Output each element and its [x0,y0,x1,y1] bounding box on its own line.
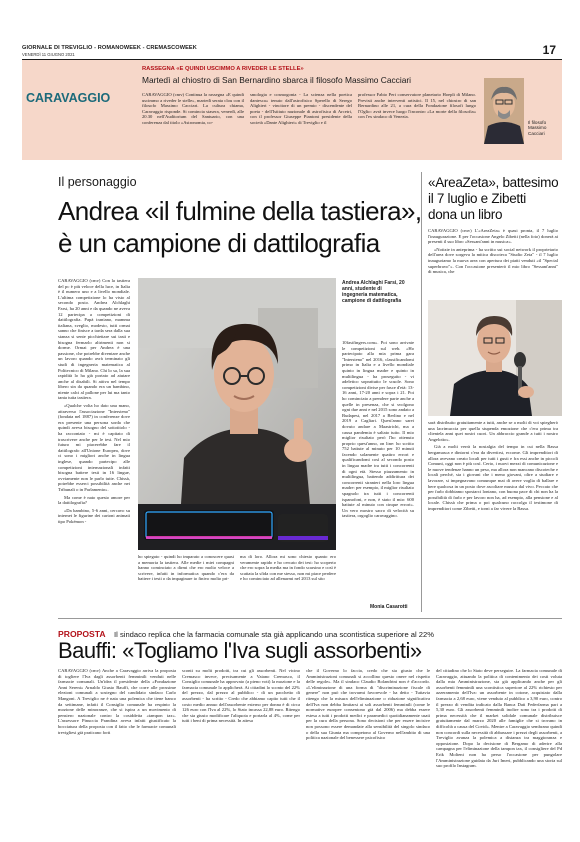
andrea-photo-caption: Andrea Alchlaghi Farsi, 20 anni, studente di ingegneria matematica, campione di dattilografia [342,280,405,304]
cacciari-caption-line: Il filosofo [528,120,547,125]
main-col-1-para: CARAVAGGIO (cmv) Con la tastiera del pc è più veloce della luce, in Italia è il numero uno e a livello mondiale. L'ultima competizione lo ha visto al secondo posto. Andrea Alchlaghi Farsi, ha 20 anni e da quando ne aveva 12 partecipa a competizioni di dattilografia. Papà iraniano, mamma italiana, sveglio, modesto, tutti ormai sanno che finisce a tarda sera dalla sua stanza si sente picchiettare sui tasti e bisogna fermarlo altrimenti non si dorme. Ormai per Andrea è una passione, che potrebbe diventare anche un lavoro quando avrà terminato gli studi di ingegneria matematica al Politecnico di Milano. Chi lo sa, la sua rapidità lo ha già portato ad aiutare anche al disabili. Si attiva nel tempo libero sin da quando era un bambino, niente calci al pallone per lui ma tanto tanta tutta tastiera. [58,278,130,401]
page-number: 17 [542,43,556,57]
proposta-col-1: CARAVAGGIO (cmv) Anche a Caravaggio arriva la proposta di togliere l'Iva dagli assorbenti femminili venduti nelle farmacie comunali. Un'idea il presidente della «Fondazione Anni Sereni» Arnaldo Giusto Bauffi, che corre alle prossime elezioni comunali a sostegno del candidato sindaco Carlo Mangoni. A Treviglio ne è nata una polemica che tiene banco da settimane, infatti il Consiglio comunale ha respinto la mozione delle minoranze, che si ispira a un movimento di pensiero nazionale contro la cosiddetta «tampon tax». L'assessore Pinuccia Prandina aveva infatti giustificato la bocciatura della proposta con il fatto che le farmacie comunali trevigliesi già praticano forti [58,668,176,735]
main-col-1-para: «Qualche volta ho dato una mano, attraverso l'associazione "Intersteno" (fondata nel 1887) in conferenze dove era presente una persona sorda che quindi aveva bisogno del sottotitolo - ha raccontato - mi è capitato di trascrivere anche per le tesi. Nel mio futuro mi piacerebbe fare il dattilografo all'Unione Europea, dove ci sono i migliori anche in lingua inglese, quando partecipo alle competizioni internazionali infatti bisogna battere testi in 16 lingue, ovviamente non le parlo tutte. Chissà, potrebbe esserci possibilità anche nei Tribunali o in Parlamento». [58,403,130,492]
sidebar-headline-line: «AreaZeta», battesimo [428,175,559,190]
main-col-3-bottom: ma di loro. Allora mi sono chiesto quanto ero veramente rapido e ho cercato dei test: ho scoperto che ero sopra la media ma in fondo scarsino e così è scattata la sfida con me stesso, non mi piace perdere e ho cominciato ad allenarmi nel 2013 sul sito [240,554,336,582]
main-headline-line-1: Andrea «il fulmine della tastiera», [58,196,422,226]
cacciari-caption-line: Cacciari [528,130,545,136]
cacciari-caption-line: Massimo [528,125,547,131]
cacciari-photo [484,78,524,144]
rassegna-kicker: RASSEGNA «E QUINDI USCIMMO A RIVEDER LE STELLE» [142,66,304,72]
sidebar-col-bottom [428,420,558,612]
sidebar-para: CARAVAGGIO (cmv) L'«AreaZeta» è quasi pronta, il 7 luglio l'inaugurazione. E per l'occasione Angelo Zibetti (nella foto) donerà ai presenti il suo libro «Sessant'anni in musica». [428,228,558,245]
proposta-kicker: PROPOSTA [58,629,106,639]
proposta-headline: Bauffi: «Togliamo l'Iva sugli assorbenti» [58,638,422,663]
andrea-photo [138,278,336,550]
sidebar-headline [428,175,568,223]
main-col-4: 10fastfingers.com». Poi sono arrivate le competizioni sul web. «Ho partecipato alla mia prima gara "Intersteno" nel 2016, classificandomi primo in Italia e a livello mondiale quinto in lingua madre e quinto in multilingua - ha proseguito - vi adeletico soprattutto le scuole. Sono competizioni divise per fasce d'età: 13-16 anni, 17-20 anni e sopra i 21. Poi ho cominciato a prendere parte anche a quelle in presenza, che si svolgono ogni due anni e nel 2015 sono andato a Budapest, nel 2017 a Berlino e nel 2019 a Cagliari. Quest'anno sarei dovuto andare a Maastricht, ma a causa pandemia è saltato tutto. Il mio miglior risultato però l'ho ottenuto proprio quest'anno, on line: ho scritto 752 battute al minuto per 10 minuti facendo solamente quattro errori e qualificandomi così al secondo posto in lingua madre tra tutti i concorrenti di ogni età. Stesso piazzamento in multilingua, battendo addirittura dei concorrenti stranieri nella loro lingua madre: per esempio, il miglior risultato spagnolo tra tutti i concorrenti ispanofoni, e non, è stato il mio: 600 battute al minuto con cinque errori». Un vero mostro sacro di velocità su tastiera, orgoglio caravaggino. [342,340,414,519]
rassegna-col-3: professor Fabio Peri conservatore planetario Hoepli di Milano. Previsti anche interventi artistici. Il 15, nel chiostro di san Bernardino alle 21, a cura della Fondazione filosofi lungo l'Oglio: avrà invece luogo l'incontro «La morte della filosofia» con l'ex sindaco di Venezia. [358,92,476,120]
main-author: Monia Casarotti [370,604,408,610]
sidebar-para: «Notizie in anteprima - ha scritto sui social network il proprietario dell'area dove sorgeva la mitica discoteca "Studio Zeta" - il 7 luglio inauguriamo la nuova area con apertura dei piatti venduti «il "Special superbravo"». Con l'occasione presenterò il mio libro "Sessant'anni" di musica, che [428,246,558,275]
main-col-1 [58,278,130,634]
column-separator [421,172,422,612]
sidebar-para: Già a molti verrà la nostalgia del tempo in cui nella Bassa bergamasca e dintorni c'era da divertirsi, eccome. Gli imprenditori di allora avevano creato locali per tutti i gusti e fra essi anche in piccoli Comuni, oggi non è più così. Certo, i nuovi mezzi di comunicazione e le nuove tendenze hanno un peso, ma allora non mancano discoteche e locali perché, sia i giovani che i meno giovani, oltre a studiare e lavorare, si impegnavano comunque mai di avere voglia di ballare e bere qualcosa in un posto dove ascoltare musica dal vivo. Peccato che per farlo dobbiamo spostarci lontano, con buona pace di chi non ha la possibilità di farlo e per lavoro non ha, ad esempio, alla pensione e al locale. Chissà che prima o poi qualcuno raccolga il testimone di imprenditori come Zibetti, e torni a far vivere la Bassa. [428,444,558,511]
main-col-1-para: Ma come è nato questo amore per la dattilografia? [58,494,130,506]
sidebar-col-top [428,228,558,298]
sidebar-headline-line: dona un libro [428,207,503,222]
main-headline-line-2: è un campione di dattilografia [58,228,380,258]
rassegna-col-2: smologia e cosmogonia - La scienza nella poetica dantesca» tenuto dall'astrofisico Sperello di Serego Alighieri - vincitore di un premio - discendente del poeta - dell'Istituto nazionale di astrofisica di Arcetri, con il professor Giuseppe Piantoni presidente della società «Dante Alighieri» di Treviglio e il [250,92,352,125]
zibetti-photo [428,300,562,416]
rassegna-col-1: CARAVAGGIO (cmv) Continua la rassegna «E quindi uscimmo a riveder le stelle», martedì serata clou con il filosofo Massimo Cacciari. La cultura chiama, Caravaggio risponde. Si comincia stasera, venerdì, alle 20.30 nell'Auditorium del Santuario, con una conferenza dal titolo «Astronomia, co- [142,92,244,125]
main-col-1-para: «Da bambino, 5-6 anni, cercavo su internet le figurine dei cartoni animati tipo Pokémon - [58,507,130,524]
cacciari-caption [528,120,546,136]
proposta-col-4: del cittadino che lo Stato deve perseguire. La farmacia comunale di Caravaggio, attuando la politica di contenimento dei costi voluta dalla mia Amministrazione, sta già applicando anche per gli assorbenti femminili una scontistica superiore al 22% richiesto per azzeramento dell'Iva: un assorbente in cotone, acquistato dalla farmacia a 2,68 euro, viene venduto al pubblico a 3,90 euro, contro il prezzo di vendita indicato dalla Banca Dati Federfarma pari a 5,30 euro. Gli assorbenti femminili inoltre sono tra i prodotti di prima necessità che il market solidale comunale distribuisce gratuitamente dal marzo 2020 alle famiglie che si trovano in difficoltà a causa del Covid». Mentre a Caravaggio sembrano quindi non concordi sulla necessità di abbassare i prezzi degli assorbenti, a Treviglio avanza la polemica a distanza tra maggioranza e opposizione. Dopo la decisione di Bergamo di aderire alla campagna per l'eliminazione della tampon tax, il consigliere del Pd Erik Molteni non ha perso l'occasione per pungolare l'Amministrazione guidata da Juri Imeri, pubblicando una storia sul suo profilo Instagram. [436,668,562,769]
proposta-rule [58,618,562,619]
proposta-col-3: che il Governo lo faccia, credo che sia giusto che le Amministrazioni comunali si accollino questo onere nel rispetto delle regole». Ma il sindaco Claudio Bolandrini non è d'accordo. «L'eliminazione di una forma di "discriminazione fiscale di genere" non può che trovarmi favorevole - ha detto - Tuttavia ritengo che la misura dell'eliminazione o riduzione significativa dell'Iva non debba limitarsi ai soli assorbenti femminili (come le normative europee consentono già dal 2006) ma debba essere estesa a tutti i prodotti medici e paramedici quotidianamente usati per la cura della persona. Sono decisioni che per essere incisive non possono essere demandate alla sensibilità del singolo sindaco o della sua Giunta ma competono al Governo nell'ambito di una politica nazionale del benessere psicofisico [306,668,430,741]
rassegna-section: CARAVAGGIO [26,91,111,105]
main-col-2-bottom: ho spiegato - quindi ho imparato a conoscere quasi a memoria la tastiera. Alle medie i miei compagni hanno cominciato a dirmi che ero molto veloce a scrivere, infatti in informatica quando c'era da battere i testi o da impaginare io finivo molto pri- [138,554,234,582]
sidebar-headline-line: il 7 luglio e Zibetti [428,191,527,206]
sidebar-para: sarà distribuito gratuitamente a tutti, anche se a molti di voi spiegherò una lacrimuccia per quella stupenda emozione che c'era prima tra clientela anni quei nostri cuori. Un abbraccio grande a tutti i nostro Angelotto». [428,420,558,442]
rassegna-headline: Martedì al chiostro di San Bernardino sbarca il filosofo Massimo Cacciari [142,75,412,85]
proposta-col-2: sconti su molti prodotti, tra cui gli assorbenti. Nel vicino Cremasco invece, precisamente a Vaiano Cremasco, il Consiglio comunale ha approvato (a pieno voti) la mozione e la farmacia comunale lo applicherà. Ai cittadini lo sconto del 22% del prezzo, dal prezzo al pubblico - di un pacchetto di assorbenti - ha scritto - Credo che abbiamo capito tutti che il costo medio annuo dell'assorbente esterno per donna è di circa 126 euro con l'Iva al 22%, lo Stato incassa 22,88 euro. Ritengo che sia giusto modificare l'aliquota e portarla al 4%, come per tutti i beni di prima necessità. In attesa [182,668,300,724]
issue-date: VENERDÌ 11 GIUGNO 2021 [22,52,75,57]
paper-name: GIORNALE DI TREVIGLIO - ROMANOWEEK - CREMASCOWEEK [22,45,197,51]
masthead [22,44,562,58]
main-kicker: Il personaggio [58,175,137,189]
proposta-subhead: Il sindaco replica che la farmacia comunale sta già applicando una scontistica superiore al 22% [114,630,435,639]
